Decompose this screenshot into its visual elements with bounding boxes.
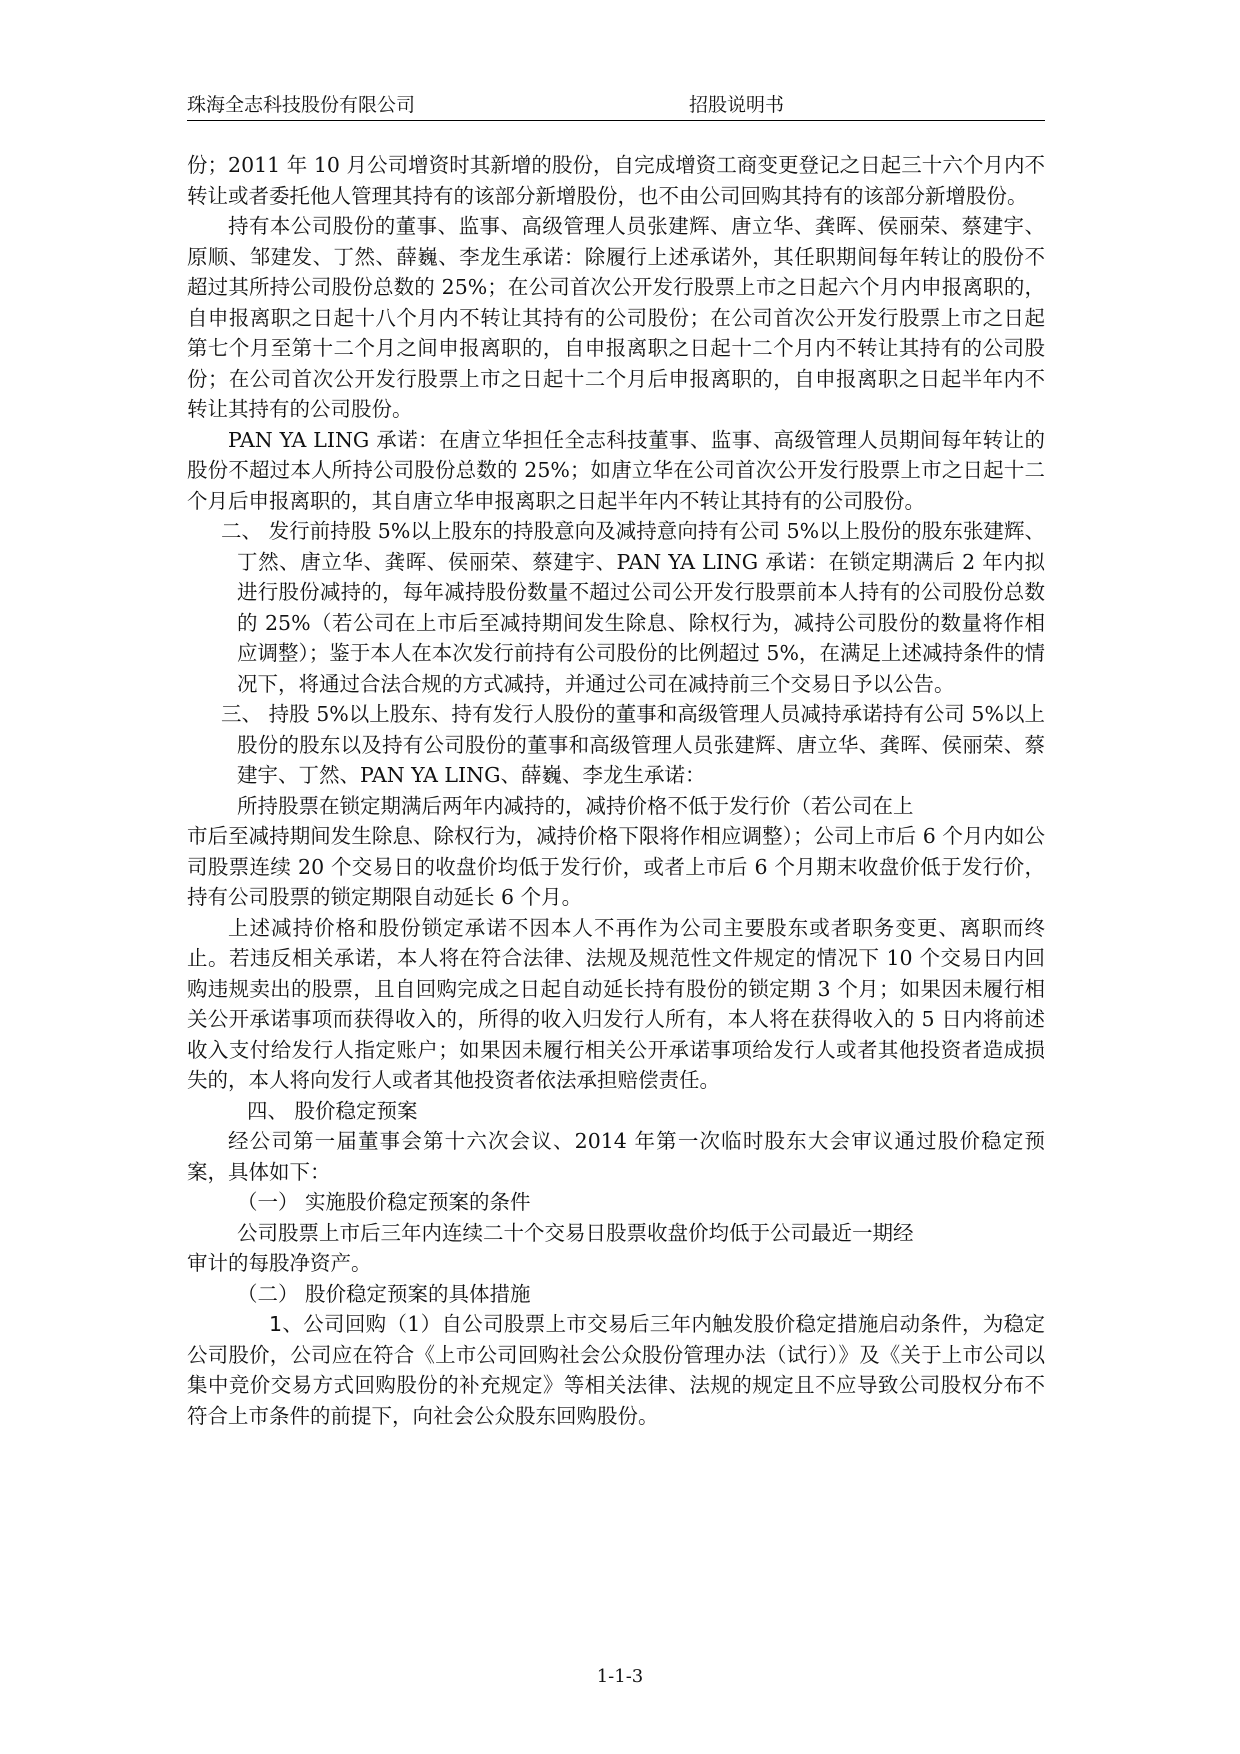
page-number: 1-1-3	[596, 1666, 644, 1687]
section-4-heading	[187, 1096, 1045, 1127]
section-title: 股价稳定预案	[294, 1098, 418, 1123]
subsection-number: （一）	[237, 1190, 299, 1214]
subsection-2-heading	[187, 1279, 1045, 1310]
item-number: 1	[269, 1312, 283, 1336]
paragraph-first-line: 所持股票在锁定期满后两年内减持的，减持价格不低于发行价（若公司在上	[237, 793, 914, 818]
section-3-heading	[187, 699, 1045, 791]
section-text: 持股 5%以上股东、持有发行人股份的董事和高级管理人员减持承诺持有公司 5%以上股份的股东以及持有公司股份的董事和高级管理人员张建辉、唐立华、龚晖、侯丽荣、蔡建宇、丁然、PAN YA LING、薛巍、李龙生承诺：	[237, 702, 1045, 787]
subsection-title: 股价稳定预案的具体措施	[305, 1281, 531, 1306]
document-title: 招股说明书	[689, 94, 785, 116]
subsection-title: 实施股价稳定预案的条件	[305, 1190, 531, 1214]
section-text: 发行前持股 5%以上股东的持股意向及减持意向持有公司 5%以上股份的股东张建辉、丁然、唐立华、龚晖、侯丽荣、蔡建宇、PAN YA LING 承诺：在锁定期满后 2 年内拟进行股份减持的，每年减持股份数量不超过公司公开发行股票前本人持有的公司股份总数的 25%（若公司在上市后至减持期间发生除息、除权行为，减持公司股份的数量将作相应调整）；鉴于本人在本次发行前持有公司股份的比例超过 5%，在满足上述减持条件的情况下，将通过合法合规的方式减持，并通过公司在减持前三个交易日予以公告。	[237, 519, 1045, 696]
paragraph: 份；2011 年 10 月公司增资时其新增的股份，自完成增资工商变更登记之日起三十六个月内不转让或者委托他人管理其持有的该部分新增股份，也不由公司回购其持有的该部分新增股份。	[187, 153, 1045, 208]
company-name: 珠海全志科技股份有限公司	[187, 94, 416, 116]
paragraph-first-line: 公司股票上市后三年内连续二十个交易日股票收盘价均低于公司最近一期经	[237, 1220, 914, 1245]
paragraph: 上述减持价格和股份锁定承诺不因本人不再作为公司主要股东或者职务变更、离职而终止。若违反相关承诺，本人将在符合法律、法规及规范性文件规定的情况下 10 个交易日内回购违规卖出的股票，且自回购完成之日起自动延长持有股份的锁定期 3 个月；如果因未履行相关公开承诺事项而获得收入的，所得的收入归发行人所有，本人将在获得收入的 5 日内将前述收入支付给发行人指定账户；如果因未履行相关公开承诺事项给发行人或者其他投资者造成损失的，本人将向发行人或者其他投资者依法承担赔偿责任。	[187, 915, 1045, 1092]
paragraph: 持有本公司股份的董事、监事、高级管理人员张建辉、唐立华、龚晖、侯丽荣、蔡建宇、原顺、邹建发、丁然、薛巍、李龙生承诺：除履行上述承诺外，其任职期间每年转让的股份不超过其所持公司股份总数的 25%；在公司首次公开发行股票上市之日起六个月内申报离职的，自申报离职之日起十八个月内不转让其持有的公司股份；在公司首次公开发行股票上市之日起第七个月至第十二个月之间申报离职的，自申报离职之日起十二个月内不转让其持有的公司股份；在公司首次公开发行股票上市之日起十二个月后申报离职的，自申报离职之日起半年内不转让其持有的公司股份。	[187, 214, 1045, 421]
paragraph	[187, 1309, 1045, 1431]
item-text: 、公司回购（1）自公司股票上市交易后三年内触发股价稳定措施启动条件，为稳定公司股价，公司应在符合《上市公司回购社会公众股份管理办法（试行）》及《关于上市公司以集中竞价交易方式回购股份的补充规定》等相关法律、法规的规定且不应导致公司股权分布不符合上市条件的前提下，向社会公众股东回购股份。	[187, 1312, 1045, 1428]
page-header	[187, 94, 1045, 121]
paragraph: PAN YA LING 承诺：在唐立华担任全志科技董事、监事、高级管理人员期间每年转让的股份不超过本人所持公司股份总数的 25%；如唐立华在公司首次公开发行股票上市之日起十二个月后申报离职的，其自唐立华申报离职之日起半年内不转让其持有的公司股份。	[187, 427, 1045, 513]
subsection-1-heading	[187, 1187, 1045, 1218]
subsection-number: （二）	[237, 1281, 299, 1306]
document-body	[187, 150, 1045, 1431]
paragraph: 市后至减持期间发生除息、除权行为，减持价格下限将作相应调整）；公司上市后 6 个月内如公司股票连续 20 个交易日的收盘价均低于发行价，或者上市后 6 个月期末收盘价低于发行价，持有公司股票的锁定期限自动延长 6 个月。	[187, 824, 1045, 909]
paragraph: 审计的每股净资产。	[187, 1251, 372, 1275]
section-2	[187, 516, 1045, 699]
section-number: 四、	[247, 1098, 288, 1123]
paragraph: 经公司第一届董事会第十六次会议、2014 年第一次临时股东大会审议通过股价稳定预案，具体如下：	[187, 1129, 1045, 1184]
section-number: 二、	[221, 519, 262, 543]
section-number: 三、	[221, 702, 262, 726]
